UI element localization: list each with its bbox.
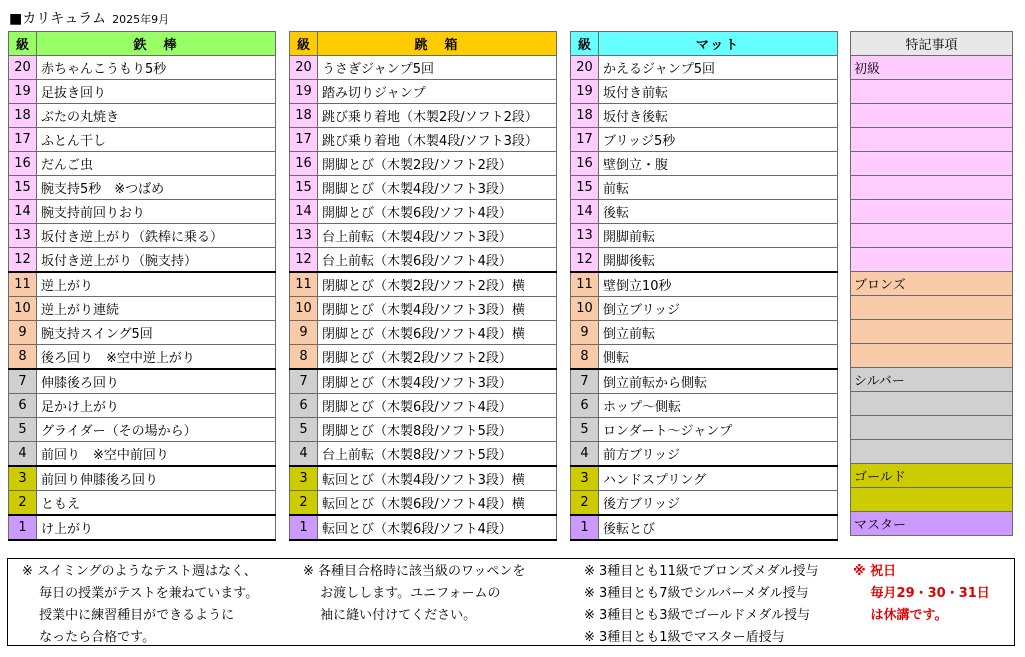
table-row	[571, 418, 838, 442]
table-row	[290, 345, 557, 370]
table-row	[851, 320, 1013, 344]
bar-skill-cell: 伸膝後ろ回り	[37, 369, 276, 394]
mat-skill-cell: 後方ブリッジ	[599, 491, 838, 516]
level-cell: 14	[290, 200, 318, 224]
note-cell: マスター	[851, 512, 1013, 536]
footer-line: は休講です。	[853, 608, 948, 623]
bar-skill-cell: 前回り伸膝後ろ回り	[37, 466, 276, 491]
footer-line: ※ スイミングのようなテスト週はなく、	[22, 564, 257, 579]
footer-line: ※ 3種目とも7級でシルバーメダル授与	[584, 586, 809, 601]
level-cell: 5	[9, 418, 37, 442]
table-row	[851, 248, 1013, 272]
table-row	[851, 200, 1013, 224]
box-skill-cell: 閉脚とび（木製2段/ソフト2段）横	[318, 272, 557, 297]
table-row	[9, 152, 276, 176]
level-cell: 18	[571, 104, 599, 128]
level-cell: 19	[290, 80, 318, 104]
table-row	[290, 297, 557, 321]
level-cell: 4	[290, 442, 318, 467]
note-cell: シルバー	[851, 368, 1013, 392]
level-cell: 2	[290, 491, 318, 516]
table-row	[290, 200, 557, 224]
footer-line: なったら合格です。	[22, 630, 156, 645]
level-cell: 18	[9, 104, 37, 128]
table-row	[290, 394, 557, 418]
mat-skill-cell: ホップ～側転	[599, 394, 838, 418]
bar-header: 鉄 棒	[37, 32, 276, 56]
level-cell: 20	[290, 56, 318, 80]
level-cell: 6	[9, 394, 37, 418]
table-row	[9, 394, 276, 418]
level-cell: 17	[290, 128, 318, 152]
bar-skill-cell: 坂付き逆上がり（鉄棒に乗る）	[37, 224, 276, 248]
box-skill-cell: 台上前転（木製6段/ソフト4段）	[318, 248, 557, 273]
table-row	[9, 224, 276, 248]
table-row	[9, 418, 276, 442]
level-cell: 9	[571, 321, 599, 345]
notes-table	[850, 31, 1013, 536]
bar-skill-cell: 前回り ※空中前回り	[37, 442, 276, 467]
box-skill-cell: うさぎジャンプ5回	[318, 56, 557, 80]
level-cell: 12	[571, 248, 599, 273]
table-row	[571, 442, 838, 467]
table-row	[571, 321, 838, 345]
level-cell: 3	[571, 466, 599, 491]
level-cell: 10	[9, 297, 37, 321]
table-row	[9, 80, 276, 104]
bar-table	[8, 31, 276, 541]
bar-skill-cell: ぶたの丸焼き	[37, 104, 276, 128]
bar-skill-cell: ふとん干し	[37, 128, 276, 152]
table-row	[290, 321, 557, 345]
table-row	[851, 176, 1013, 200]
table-row	[9, 321, 276, 345]
bar-skill-cell: 逆上がり連続	[37, 297, 276, 321]
mat-skill-cell: 壁倒立10秒	[599, 272, 838, 297]
level-cell: 19	[9, 80, 37, 104]
level-cell: 8	[9, 345, 37, 370]
note-cell	[851, 416, 1013, 440]
table-row	[290, 466, 557, 491]
table-row	[290, 248, 557, 273]
table-row	[290, 491, 557, 516]
footer-line: ※ 祝日	[853, 564, 897, 579]
level-cell: 5	[290, 418, 318, 442]
table-row	[571, 466, 838, 491]
level-cell: 7	[290, 369, 318, 394]
footer-line: ※ 3種目とも3級でゴールドメダル授与	[584, 608, 811, 623]
level-cell: 14	[571, 200, 599, 224]
level-header: 級	[571, 32, 599, 56]
box-skill-cell: 閉脚とび（木製8段/ソフト5段）	[318, 418, 557, 442]
table-row	[851, 344, 1013, 368]
level-cell: 12	[290, 248, 318, 273]
box-header: 跳 箱	[318, 32, 557, 56]
title-date: 2025年9月	[112, 13, 170, 26]
box-skill-cell: 閉脚とび（木製2段/ソフト2段）	[318, 345, 557, 370]
footer-line: ※ 各種目合格時に該当級のワッペンを	[303, 564, 526, 579]
footer-col-test	[22, 561, 258, 649]
bar-skill-cell: 腕支持前回りおり	[37, 200, 276, 224]
note-cell	[851, 344, 1013, 368]
mat-skill-cell: 前方ブリッジ	[599, 442, 838, 467]
table-row	[290, 515, 557, 540]
level-cell: 8	[290, 345, 318, 370]
level-cell: 13	[571, 224, 599, 248]
table-row	[851, 104, 1013, 128]
footer-notes	[7, 558, 1015, 646]
level-cell: 2	[9, 491, 37, 516]
note-cell	[851, 392, 1013, 416]
level-cell: 16	[9, 152, 37, 176]
mat-skill-cell: 壁倒立・腹	[599, 152, 838, 176]
table-row	[290, 418, 557, 442]
level-cell: 20	[9, 56, 37, 80]
note-cell	[851, 224, 1013, 248]
level-cell: 19	[571, 80, 599, 104]
bar-skill-cell: 足抜き回り	[37, 80, 276, 104]
level-cell: 17	[9, 128, 37, 152]
table-row	[290, 80, 557, 104]
note-cell: 初級	[851, 56, 1013, 80]
table-row	[851, 488, 1013, 512]
table-row	[290, 272, 557, 297]
level-cell: 4	[9, 442, 37, 467]
level-cell: 7	[571, 369, 599, 394]
level-cell: 2	[571, 491, 599, 516]
box-skill-cell: 閉脚とび（木製4段/ソフト3段）横	[318, 297, 557, 321]
note-cell	[851, 200, 1013, 224]
table-row	[9, 515, 276, 540]
level-cell: 11	[290, 272, 318, 297]
level-cell: 1	[9, 515, 37, 540]
level-cell: 14	[9, 200, 37, 224]
table-row	[851, 440, 1013, 464]
bar-skill-cell: け上がり	[37, 515, 276, 540]
bar-skill-cell: だんご虫	[37, 152, 276, 176]
page-title	[9, 8, 169, 28]
table-row	[851, 296, 1013, 320]
box-skill-cell: 転回とび（木製6段/ソフト4段）横	[318, 491, 557, 516]
note-cell: ブロンズ	[851, 272, 1013, 296]
mat-skill-cell: ハンドスプリング	[599, 466, 838, 491]
note-cell	[851, 176, 1013, 200]
table-row	[571, 56, 838, 80]
table-row	[9, 272, 276, 297]
level-cell: 15	[290, 176, 318, 200]
table-row	[290, 56, 557, 80]
level-cell: 12	[9, 248, 37, 273]
box-skill-cell: 踏み切りジャンプ	[318, 80, 557, 104]
level-cell: 7	[9, 369, 37, 394]
table-row	[571, 176, 838, 200]
table-row	[571, 224, 838, 248]
footer-col-patch	[303, 561, 525, 627]
mat-skill-cell: 坂付き前転	[599, 80, 838, 104]
level-cell: 13	[290, 224, 318, 248]
table-row	[851, 512, 1013, 536]
box-skill-cell: 台上前転（木製4段/ソフト3段）	[318, 224, 557, 248]
bar-skill-cell: 赤ちゃんこうもり5秒	[37, 56, 276, 80]
level-cell: 8	[571, 345, 599, 370]
note-cell	[851, 104, 1013, 128]
note-cell	[851, 440, 1013, 464]
level-cell: 15	[571, 176, 599, 200]
footer-line: 毎月29・30・31日	[853, 586, 990, 601]
level-cell: 10	[571, 297, 599, 321]
title-main: ■カリキュラム	[9, 11, 107, 27]
level-cell: 6	[290, 394, 318, 418]
table-row	[9, 345, 276, 370]
table-row	[571, 297, 838, 321]
mat-table	[570, 31, 838, 541]
mat-skill-cell: 前転	[599, 176, 838, 200]
table-row	[290, 104, 557, 128]
table-row	[290, 224, 557, 248]
mat-skill-cell: 倒立前転	[599, 321, 838, 345]
table-row	[571, 80, 838, 104]
table-row	[290, 442, 557, 467]
table-row	[290, 152, 557, 176]
footer-line: ※ 3種目とも1級でマスター盾授与	[584, 630, 785, 645]
box-skill-cell: 跳び乗り着地（木製4段/ソフト3段）	[318, 128, 557, 152]
table-row	[571, 128, 838, 152]
footer-line: 授業中に練習種目ができるように	[22, 608, 235, 623]
table-row	[571, 104, 838, 128]
bar-skill-cell: 逆上がり	[37, 272, 276, 297]
note-cell	[851, 248, 1013, 272]
level-cell: 3	[9, 466, 37, 491]
level-cell: 11	[9, 272, 37, 297]
mat-header: マット	[599, 32, 838, 56]
level-cell: 1	[571, 515, 599, 540]
table-row	[571, 394, 838, 418]
note-cell: ゴールド	[851, 464, 1013, 488]
level-cell: 5	[571, 418, 599, 442]
table-row	[290, 369, 557, 394]
table-row	[571, 491, 838, 516]
table-row	[9, 248, 276, 273]
mat-skill-cell: かえるジャンプ5回	[599, 56, 838, 80]
table-row	[9, 297, 276, 321]
level-cell: 11	[571, 272, 599, 297]
mat-skill-cell: 後転	[599, 200, 838, 224]
mat-skill-cell: 倒立前転から側転	[599, 369, 838, 394]
bar-skill-cell: 腕支持スイング5回	[37, 321, 276, 345]
table-row	[9, 466, 276, 491]
box-skill-cell: 跳び乗り着地（木製2段/ソフト2段）	[318, 104, 557, 128]
table-row	[9, 104, 276, 128]
table-row	[851, 224, 1013, 248]
table-row	[9, 442, 276, 467]
box-skill-cell: 閉脚とび（木製6段/ソフト4段）	[318, 394, 557, 418]
box-skill-cell: 開脚とび（木製4段/ソフト3段）	[318, 176, 557, 200]
table-row	[851, 368, 1013, 392]
box-skill-cell: 開脚とび（木製2段/ソフト2段）	[318, 152, 557, 176]
table-row	[851, 272, 1013, 296]
table-row	[9, 56, 276, 80]
table-row	[571, 345, 838, 370]
table-row	[290, 128, 557, 152]
footer-line: 毎日の授業がテストを兼ねています。	[22, 586, 259, 601]
note-cell	[851, 152, 1013, 176]
table-row	[571, 248, 838, 273]
mat-skill-cell: ロンダート～ジャンプ	[599, 418, 838, 442]
level-cell: 17	[571, 128, 599, 152]
table-row	[851, 128, 1013, 152]
level-cell: 18	[290, 104, 318, 128]
table-row	[571, 369, 838, 394]
level-header: 級	[290, 32, 318, 56]
footer-line: お渡しします。ユニフォームの	[303, 586, 501, 601]
table-row	[9, 176, 276, 200]
level-cell: 3	[290, 466, 318, 491]
level-cell: 9	[290, 321, 318, 345]
level-cell: 1	[290, 515, 318, 540]
note-cell	[851, 128, 1013, 152]
note-cell	[851, 488, 1013, 512]
table-row	[9, 128, 276, 152]
level-cell: 10	[290, 297, 318, 321]
mat-skill-cell: 後転とび	[599, 515, 838, 540]
note-cell	[851, 296, 1013, 320]
table-row	[571, 272, 838, 297]
box-skill-cell: 転回とび（木製6段/ソフト4段）	[318, 515, 557, 540]
bar-skill-cell: ともえ	[37, 491, 276, 516]
box-skill-cell: 台上前転（木製8段/ソフト5段）	[318, 442, 557, 467]
notes-header: 特記事項	[851, 32, 1013, 56]
table-row	[851, 152, 1013, 176]
mat-skill-cell: 開脚後転	[599, 248, 838, 273]
bar-skill-cell: 後ろ回り ※空中逆上がり	[37, 345, 276, 370]
mat-skill-cell: 坂付き後転	[599, 104, 838, 128]
box-skill-cell: 開脚とび（木製6段/ソフト4段）	[318, 200, 557, 224]
level-cell: 4	[571, 442, 599, 467]
mat-skill-cell: 倒立ブリッジ	[599, 297, 838, 321]
box-skill-cell: 閉脚とび（木製4段/ソフト3段）	[318, 369, 557, 394]
bar-skill-cell: グライダー（その場から）	[37, 418, 276, 442]
table-row	[851, 56, 1013, 80]
table-row	[571, 152, 838, 176]
box-skill-cell: 閉脚とび（木製6段/ソフト4段）横	[318, 321, 557, 345]
footer-line: 袖に縫い付けてください。	[303, 608, 477, 623]
footer-col-medals	[584, 561, 818, 649]
table-row	[851, 416, 1013, 440]
level-cell: 16	[571, 152, 599, 176]
note-cell	[851, 320, 1013, 344]
level-header: 級	[9, 32, 37, 56]
bar-skill-cell: 腕支持5秒 ※つばめ	[37, 176, 276, 200]
table-row	[9, 200, 276, 224]
level-cell: 16	[290, 152, 318, 176]
level-cell: 13	[9, 224, 37, 248]
bar-skill-cell: 足かけ上がり	[37, 394, 276, 418]
footer-col-holiday	[853, 561, 990, 627]
note-cell	[851, 80, 1013, 104]
table-row	[851, 392, 1013, 416]
level-cell: 6	[571, 394, 599, 418]
table-row	[851, 80, 1013, 104]
table-row	[9, 491, 276, 516]
mat-skill-cell: ブリッジ5秒	[599, 128, 838, 152]
table-row	[571, 200, 838, 224]
bar-skill-cell: 坂付き逆上がり（腕支持）	[37, 248, 276, 273]
level-cell: 15	[9, 176, 37, 200]
mat-skill-cell: 開脚前転	[599, 224, 838, 248]
table-row	[851, 464, 1013, 488]
table-row	[9, 369, 276, 394]
footer-line: ※ 3種目とも11級でブロンズメダル授与	[584, 564, 819, 579]
level-cell: 20	[571, 56, 599, 80]
mat-skill-cell: 側転	[599, 345, 838, 370]
table-row	[571, 515, 838, 540]
level-cell: 9	[9, 321, 37, 345]
box-skill-cell: 転回とび（木製4段/ソフト3段）横	[318, 466, 557, 491]
table-row	[290, 176, 557, 200]
box-table	[289, 31, 557, 541]
